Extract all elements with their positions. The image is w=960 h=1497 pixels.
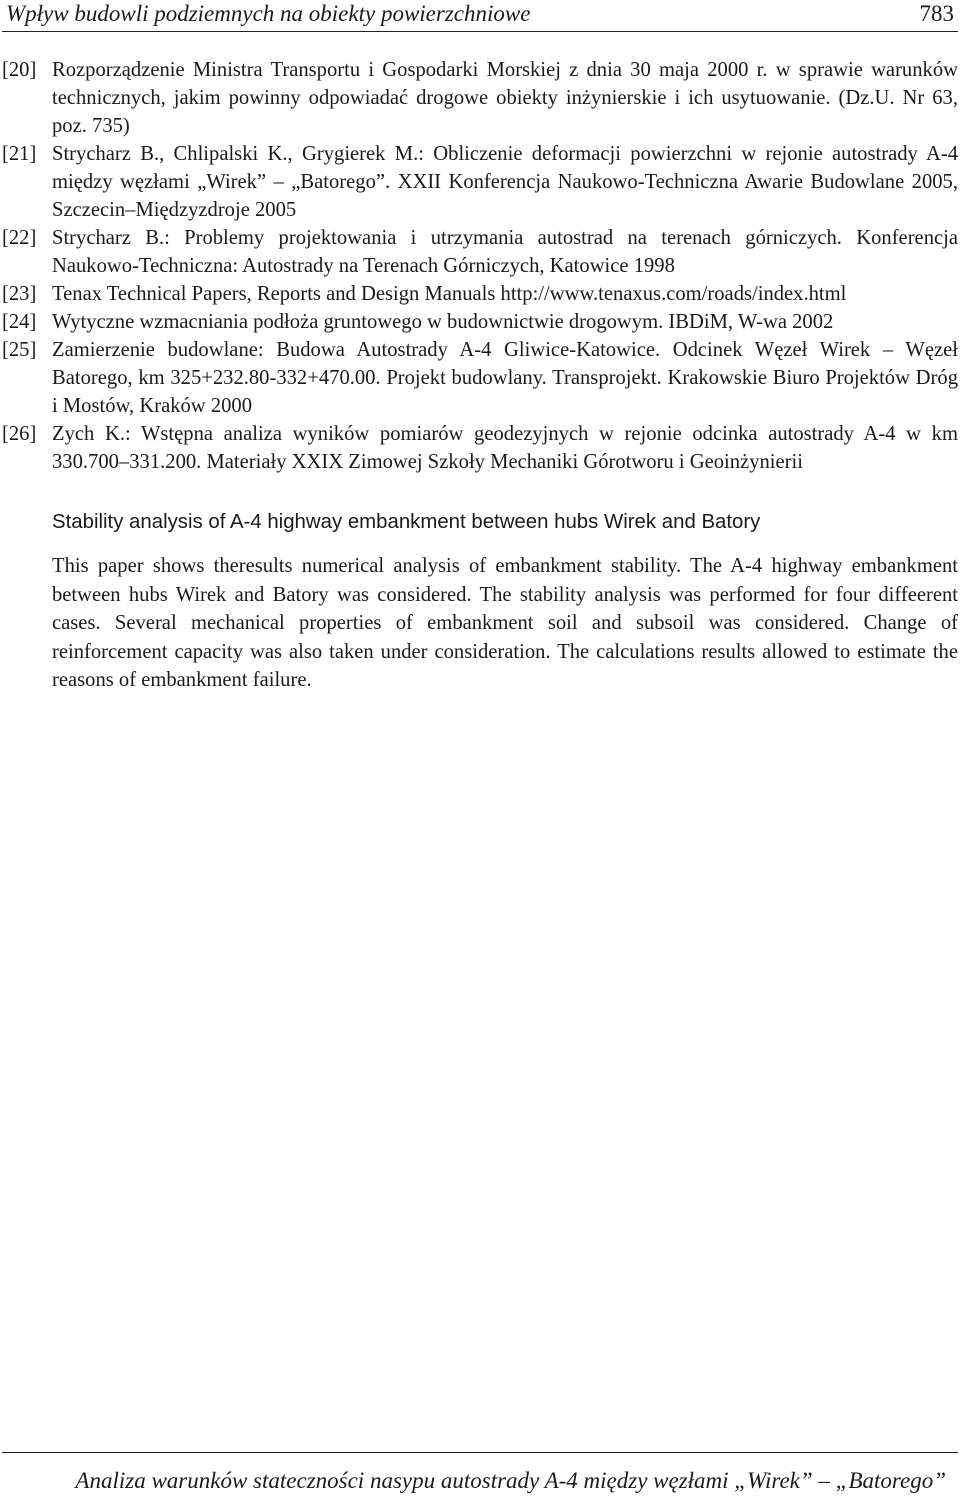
reference-text: Tenax Technical Papers, Reports and Design Manuals http://www.tenaxus.com/roads/index.html — [52, 283, 847, 305]
reference-text: Rozporządzenie Ministra Transportu i Gospodarki Morskiej z dnia 30 maja 2000 r. w sprawie warunków technicznych, jakim powinny odpowiadać drogowe obiekty inżynierskie i ich usytuowanie. (Dz.U. Nr 63, poz. 735) — [52, 59, 958, 137]
reference-text: Strycharz B., Chlipalski K., Grygierek M.: Obliczenie deformacji powierzchni w rejonie autostrady A-4 między węzłami „Wirek” – „Batorego”. XXII Konferencja Naukowo-Techniczna Awarie Budowlane 2005, Szczecin–Międzyzdroje 2005 — [52, 143, 958, 221]
reference-text: Strycharz B.: Problemy projektowania i utrzymania autostrad na terenach górniczych. Konferencja Naukowo-Techniczna: Autostrady na Terenach Górniczych, Katowice 1998 — [52, 227, 958, 277]
reference-number: [26] — [2, 423, 37, 445]
reference-item — [2, 308, 958, 336]
reference-number: [23] — [2, 283, 37, 305]
reference-text: Zamierzenie budowlane: Budowa Autostrady A-4 Gliwice-Katowice. Odcinek Węzeł Wirek – Węzeł Batorego, km 325+232.80-332+470.00. Projekt budowlany. Transprojekt. Krakowskie Biuro Projektów Dróg i Mostów, Kraków 2000 — [52, 339, 958, 417]
reference-number: [20] — [2, 59, 37, 81]
reference-item — [2, 280, 958, 308]
page-number: 783 — [919, 1, 954, 26]
reference-item — [2, 336, 958, 420]
abstract-body: This paper shows theresults numerical analysis of embankment stability. The A-4 highway embankment between hubs Wirek and Batory was considered. The stability analysis was performed for four diffeerent cases. Several mechanical properties of embankment soil and subsoil was considered. Change of reinforcement capacity was also taken under consideration. The calculations results allowed to estimate the reasons of embankment failure. — [52, 555, 958, 691]
reference-item — [2, 56, 958, 140]
reference-number: [24] — [2, 311, 37, 333]
running-foot: Analiza warunków stateczności nasypu autostrady A-4 między węzłami „Wirek” – „Batorego” — [75, 1468, 946, 1493]
reference-text: Wytyczne wzmacniania podłoża gruntowego w budownictwie drogowym. IBDiM, W-wa 2002 — [52, 311, 834, 333]
footer-rule — [2, 1452, 958, 1453]
header-rule — [2, 31, 958, 32]
reference-item — [2, 420, 958, 476]
running-head — [6, 0, 954, 30]
abstract-title: Stability analysis of A-4 highway embankment between hubs Wirek and Batory — [52, 511, 761, 533]
reference-item — [2, 224, 958, 280]
reference-number: [21] — [2, 143, 37, 165]
reference-number: [25] — [2, 339, 37, 361]
running-head-title: Wpływ budowli podziemnych na obiekty powierzchniowe — [6, 1, 531, 26]
reference-text: Zych K.: Wstępna analiza wyników pomiarów geodezyjnych w rejonie odcinka autostrady A-4 w km 330.700–331.200. Materiały XXIX Zimowej Szkoły Mechaniki Górotworu i Geoinżynierii — [52, 423, 958, 473]
reference-list — [2, 56, 958, 476]
reference-number: [22] — [2, 227, 37, 249]
reference-item — [2, 140, 958, 224]
